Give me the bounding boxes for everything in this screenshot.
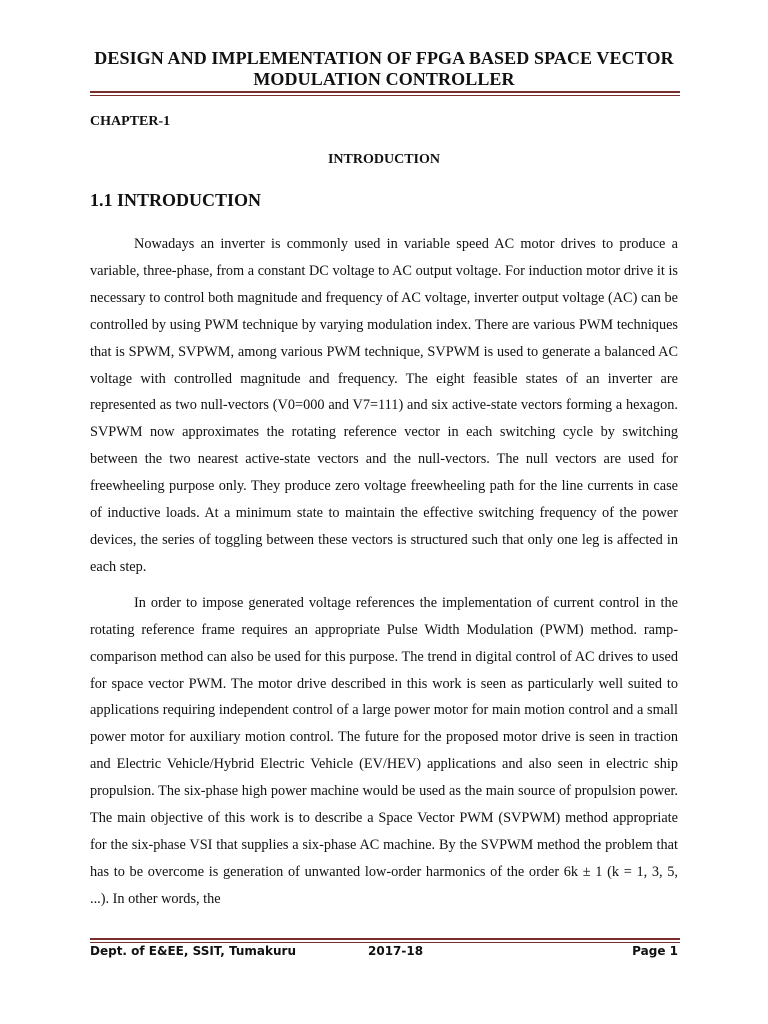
footer-divider bbox=[90, 938, 680, 943]
footer-page-number: Page 1 bbox=[632, 944, 678, 958]
header-title-line-2: MODULATION CONTROLLER bbox=[253, 69, 515, 89]
running-header-title bbox=[80, 48, 688, 90]
paragraph: In order to impose generated voltage references the implementation of current control in the rotating reference frame requires an appropriate Pulse Width Modulation (PWM) method. ramp-comparison method can also be used for this purpose. The trend in digital control of AC drives to used for space vector PWM. The motor drive described in this work is seen as particularly well suited to applications requiring independent control of a large power motor for main motion control and a small power motor for auxiliary motion control. The future for the proposed motor drive is seen in traction and Electric Vehicle/Hybrid Electric Vehicle (EV/HEV) applications and also seen in electric ship propulsion. The six-phase high power machine would be used as the main source of propulsion power. The main objective of this work is to describe a Space Vector PWM (SVPWM) method appropriate for the six-phase VSI that supplies a six-phase AC machine. By the SVPWM method the problem that has to be overcome is generation of unwanted low-order harmonics of the order 6k ± 1 (k = 1, 3, 5, ...). In other words, the bbox=[90, 594, 678, 907]
chapter-label: CHAPTER-1 bbox=[90, 114, 171, 129]
chapter-title: INTRODUCTION bbox=[327, 152, 440, 167]
body-text bbox=[90, 231, 678, 922]
paragraph: Nowadays an inverter is commonly used in variable speed AC motor drives to produce a variable, three-phase, from a constant DC voltage to AC output voltage. For induction motor drive it is necessary to control both magnitude and frequency of AC voltage, inverter output voltage (AC) can be controlled by using PWM technique by varying modulation index. There are various PWM techniques that is SPWM, SVPWM, among various PWM technique, SVPWM is used to generate a balanced AC voltage with controlled magnitude and frequency. The eight feasible states of an inverter are represented as two null-vectors (V0=000 and V7=111) and six active-state vectors forming a hexagon. SVPWM now approximates the rotating reference vector in each switching cycle by switching between the two nearest active-state vectors and the null-vectors. The null vectors are used for freewheeling purpose only. They produce zero voltage freewheeling path for the line currents in case of inductive loads. At a minimum state to maintain the effective switching frequency of the power devices, the series of toggling between these vectors is structured such that only one leg is affected in each step. bbox=[90, 236, 678, 575]
header-divider bbox=[90, 91, 680, 96]
page-footer bbox=[90, 944, 678, 964]
header-title-line-1: DESIGN AND IMPLEMENTATION OF FPGA BASED SPACE VECTOR bbox=[94, 48, 674, 68]
footer-year: 2017-18 bbox=[368, 944, 424, 958]
section-heading: 1.1 INTRODUCTION bbox=[90, 190, 262, 210]
footer-department: Dept. of E&EE, SSIT, Tumakuru bbox=[90, 944, 297, 958]
